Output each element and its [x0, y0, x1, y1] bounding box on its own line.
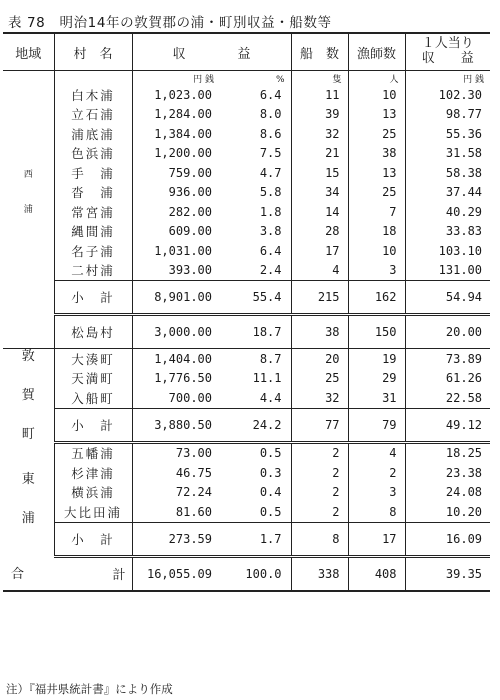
table-row [3, 202, 490, 222]
table-row [3, 349, 490, 369]
table-title: 表 78 明治14年の敦賀郡の浦・町別収益・船数等 [8, 15, 332, 31]
income-value: 1,023.00 [132, 85, 220, 105]
table-row [3, 483, 490, 503]
income-percent: 0.5 [220, 502, 291, 522]
income-percent: 24.2 [220, 408, 291, 442]
fishermen-value: 3 [348, 261, 405, 281]
per-person-value: 102.30 [405, 85, 490, 105]
ships-value: 215 [291, 281, 348, 315]
fishermen-value: 408 [348, 556, 405, 591]
fishermen-value: 17 [348, 522, 405, 556]
fishermen-value: 150 [348, 315, 405, 349]
region-label [3, 71, 54, 315]
header-village: 村 名 [54, 33, 132, 71]
village-name: 松島村 [54, 315, 132, 349]
income-value: 8,901.00 [132, 281, 220, 315]
subtotal-row [3, 281, 490, 315]
per-person-value: 49.12 [405, 408, 490, 442]
unit-people: 人 [348, 71, 405, 86]
per-person-value: 31.58 [405, 144, 490, 164]
table-row [3, 105, 490, 125]
income-percent: 6.4 [259, 243, 282, 258]
village-name: 沓 浦 [54, 183, 132, 203]
ships-value: 2 [291, 502, 348, 522]
village-name: 大湊町 [54, 349, 132, 369]
income-percent: 100.0 [220, 556, 291, 591]
per-person-value: 39.35 [405, 556, 490, 591]
per-person-value: 18.25 [405, 442, 490, 463]
per-person-value: 98.77 [405, 105, 490, 125]
income-percent: 0.4 [259, 485, 282, 500]
village-name: 立石浦 [54, 105, 132, 125]
per-person-value: 55.36 [405, 124, 490, 144]
region-label [3, 349, 54, 443]
ships-value: 14 [291, 202, 348, 222]
fishermen-value: 29 [348, 369, 405, 389]
income-value: 46.75 [132, 463, 220, 483]
village-name: 入船町 [54, 388, 132, 408]
income-value: 282.00 [132, 202, 220, 222]
per-person-value: 73.89 [405, 349, 490, 369]
table-row [3, 463, 490, 483]
income-percent: 3.8 [259, 224, 282, 239]
subtotal-row [3, 408, 490, 442]
header-fishermen: 漁師数 [348, 33, 405, 71]
per-person-value: 24.08 [405, 483, 490, 503]
income-percent: 0.3 [259, 465, 282, 480]
region-char: 浦 [21, 511, 35, 526]
income-percent: 18.7 [220, 315, 291, 349]
income-value: 609.00 [132, 222, 220, 242]
per-person-value: 61.26 [405, 369, 490, 389]
village-name: 手 浦 [54, 163, 132, 183]
village-name: 小 計 [54, 408, 132, 442]
per-person-value: 23.38 [405, 463, 490, 483]
per-person-value: 10.20 [405, 502, 490, 522]
ships-value: 338 [291, 556, 348, 591]
fishermen-value: 19 [348, 349, 405, 369]
unit-percent: % [275, 75, 285, 85]
table-row [3, 124, 490, 144]
header-per-person-line2: 収 益 [421, 51, 474, 66]
ships-value: 28 [291, 222, 348, 242]
income-percent: 8.7 [259, 351, 282, 366]
fishermen-value: 10 [348, 85, 405, 105]
units-row [3, 71, 490, 86]
region-char: 町 [21, 427, 35, 442]
ships-value: 2 [291, 442, 348, 463]
income-percent: 4.7 [259, 165, 282, 180]
income-value: 1,384.00 [132, 124, 220, 144]
source-note: 注）『福井県統計書』により作成 [6, 682, 173, 696]
fishermen-value: 13 [348, 163, 405, 183]
unit-per-person: 円 銭 [405, 71, 490, 86]
table-row [3, 85, 490, 105]
income-percent: 55.4 [220, 281, 291, 315]
fishermen-value: 38 [348, 144, 405, 164]
village-name: 天満町 [54, 369, 132, 389]
income-percent: 4.4 [220, 388, 291, 408]
income-value: 3,000.00 [132, 315, 220, 349]
ships-value: 15 [291, 163, 348, 183]
data-table [3, 32, 490, 592]
income-percent: 1.7 [220, 522, 291, 556]
income-percent: 1.8 [259, 204, 282, 219]
unit-ships: 隻 [291, 71, 348, 86]
table-row [3, 369, 490, 389]
per-person-value: 20.00 [405, 315, 490, 349]
income-percent: 7.5 [259, 146, 282, 161]
fishermen-value: 7 [348, 202, 405, 222]
total-label-b: 計 [54, 556, 132, 591]
per-person-value: 54.94 [405, 281, 490, 315]
fishermen-value: 4 [348, 442, 405, 463]
village-name: 大比田浦 [54, 502, 132, 522]
income-value: 936.00 [132, 183, 220, 203]
income-percent: 8.0 [259, 107, 282, 122]
table-row [3, 144, 490, 164]
fishermen-value: 25 [348, 183, 405, 203]
ships-value: 20 [291, 349, 348, 369]
header-income: 収 益 [132, 33, 291, 71]
income-percent: 0.5 [259, 446, 282, 461]
fishermen-value: 31 [348, 388, 405, 408]
total-row [3, 556, 490, 591]
income-value: 16,055.09 [132, 556, 220, 591]
fishermen-value: 18 [348, 222, 405, 242]
region-char: 敦 [21, 349, 35, 364]
income-value: 1,284.00 [132, 105, 220, 125]
income-percent: 11.1 [252, 371, 282, 386]
table-row [3, 222, 490, 242]
region-label [3, 442, 54, 556]
income-percent: 5.8 [259, 185, 282, 200]
village-name: 横浜浦 [54, 483, 132, 503]
income-percent: 8.6 [259, 126, 282, 141]
fishermen-value: 162 [348, 281, 405, 315]
region-char: 浦 [23, 204, 33, 215]
ships-value: 4 [291, 261, 348, 281]
village-name: 五幡浦 [54, 442, 132, 463]
ships-value: 77 [291, 408, 348, 442]
fishermen-value: 3 [348, 483, 405, 503]
fishermen-value: 13 [348, 105, 405, 125]
income-value: 759.00 [132, 163, 220, 183]
income-value: 1,404.00 [132, 349, 220, 369]
ships-value: 25 [291, 369, 348, 389]
fishermen-value: 10 [348, 241, 405, 261]
village-name: 名子浦 [54, 241, 132, 261]
fishermen-value: 79 [348, 408, 405, 442]
region-char: 東 [21, 472, 35, 487]
table-row [3, 241, 490, 261]
table-row [3, 502, 490, 522]
village-name: 杉津浦 [54, 463, 132, 483]
ships-value: 2 [291, 463, 348, 483]
per-person-value: 22.58 [405, 388, 490, 408]
per-person-value: 16.09 [405, 522, 490, 556]
unit-yen: 円 銭 [132, 71, 220, 86]
village-name: 縄間浦 [54, 222, 132, 242]
income-value: 273.59 [132, 522, 220, 556]
per-person-value: 131.00 [405, 261, 490, 281]
village-name: 白木浦 [54, 85, 132, 105]
header-region: 地域 [3, 33, 54, 71]
table-row [3, 388, 490, 408]
ships-value: 32 [291, 124, 348, 144]
header-per-person [405, 33, 490, 71]
ships-value: 34 [291, 183, 348, 203]
income-value: 73.00 [132, 442, 220, 463]
ships-value: 8 [291, 522, 348, 556]
per-person-value: 33.83 [405, 222, 490, 242]
subtotal-row [3, 522, 490, 556]
village-name: 小 計 [54, 522, 132, 556]
table-row [3, 442, 490, 463]
village-name: 浦底浦 [54, 124, 132, 144]
table-row [3, 183, 490, 203]
village-name: 常宮浦 [54, 202, 132, 222]
table-row [3, 315, 490, 349]
village-name: 二村浦 [54, 261, 132, 281]
income-value: 3,880.50 [132, 408, 220, 442]
income-value: 1,031.00 [132, 241, 220, 261]
header-ships: 船 数 [291, 33, 348, 71]
income-value: 1,200.00 [132, 144, 220, 164]
income-value: 72.24 [132, 483, 220, 503]
per-person-value: 58.38 [405, 163, 490, 183]
income-percent: 6.4 [259, 87, 282, 102]
ships-value: 11 [291, 85, 348, 105]
per-person-value: 40.29 [405, 202, 490, 222]
region-char: 西 [23, 169, 33, 180]
income-value: 1,776.50 [132, 369, 220, 389]
fishermen-value: 25 [348, 124, 405, 144]
village-name: 小 計 [54, 281, 132, 315]
per-person-value: 103.10 [405, 241, 490, 261]
income-value: 81.60 [132, 502, 220, 522]
village-name: 色浜浦 [54, 144, 132, 164]
table-row [3, 163, 490, 183]
ships-value: 39 [291, 105, 348, 125]
fishermen-value: 2 [348, 463, 405, 483]
header-per-person-line1: １人当り [421, 36, 474, 52]
total-label-a: 合 [3, 556, 54, 591]
ships-value: 17 [291, 241, 348, 261]
ships-value: 32 [291, 388, 348, 408]
ships-value: 38 [291, 315, 348, 349]
income-value: 700.00 [132, 388, 220, 408]
fishermen-value: 8 [348, 502, 405, 522]
income-percent: 2.4 [220, 261, 291, 281]
ships-value: 21 [291, 144, 348, 164]
per-person-value: 37.44 [405, 183, 490, 203]
ships-value: 2 [291, 483, 348, 503]
table-row [3, 261, 490, 281]
region-char: 賀 [21, 388, 35, 403]
income-value: 393.00 [132, 261, 220, 281]
